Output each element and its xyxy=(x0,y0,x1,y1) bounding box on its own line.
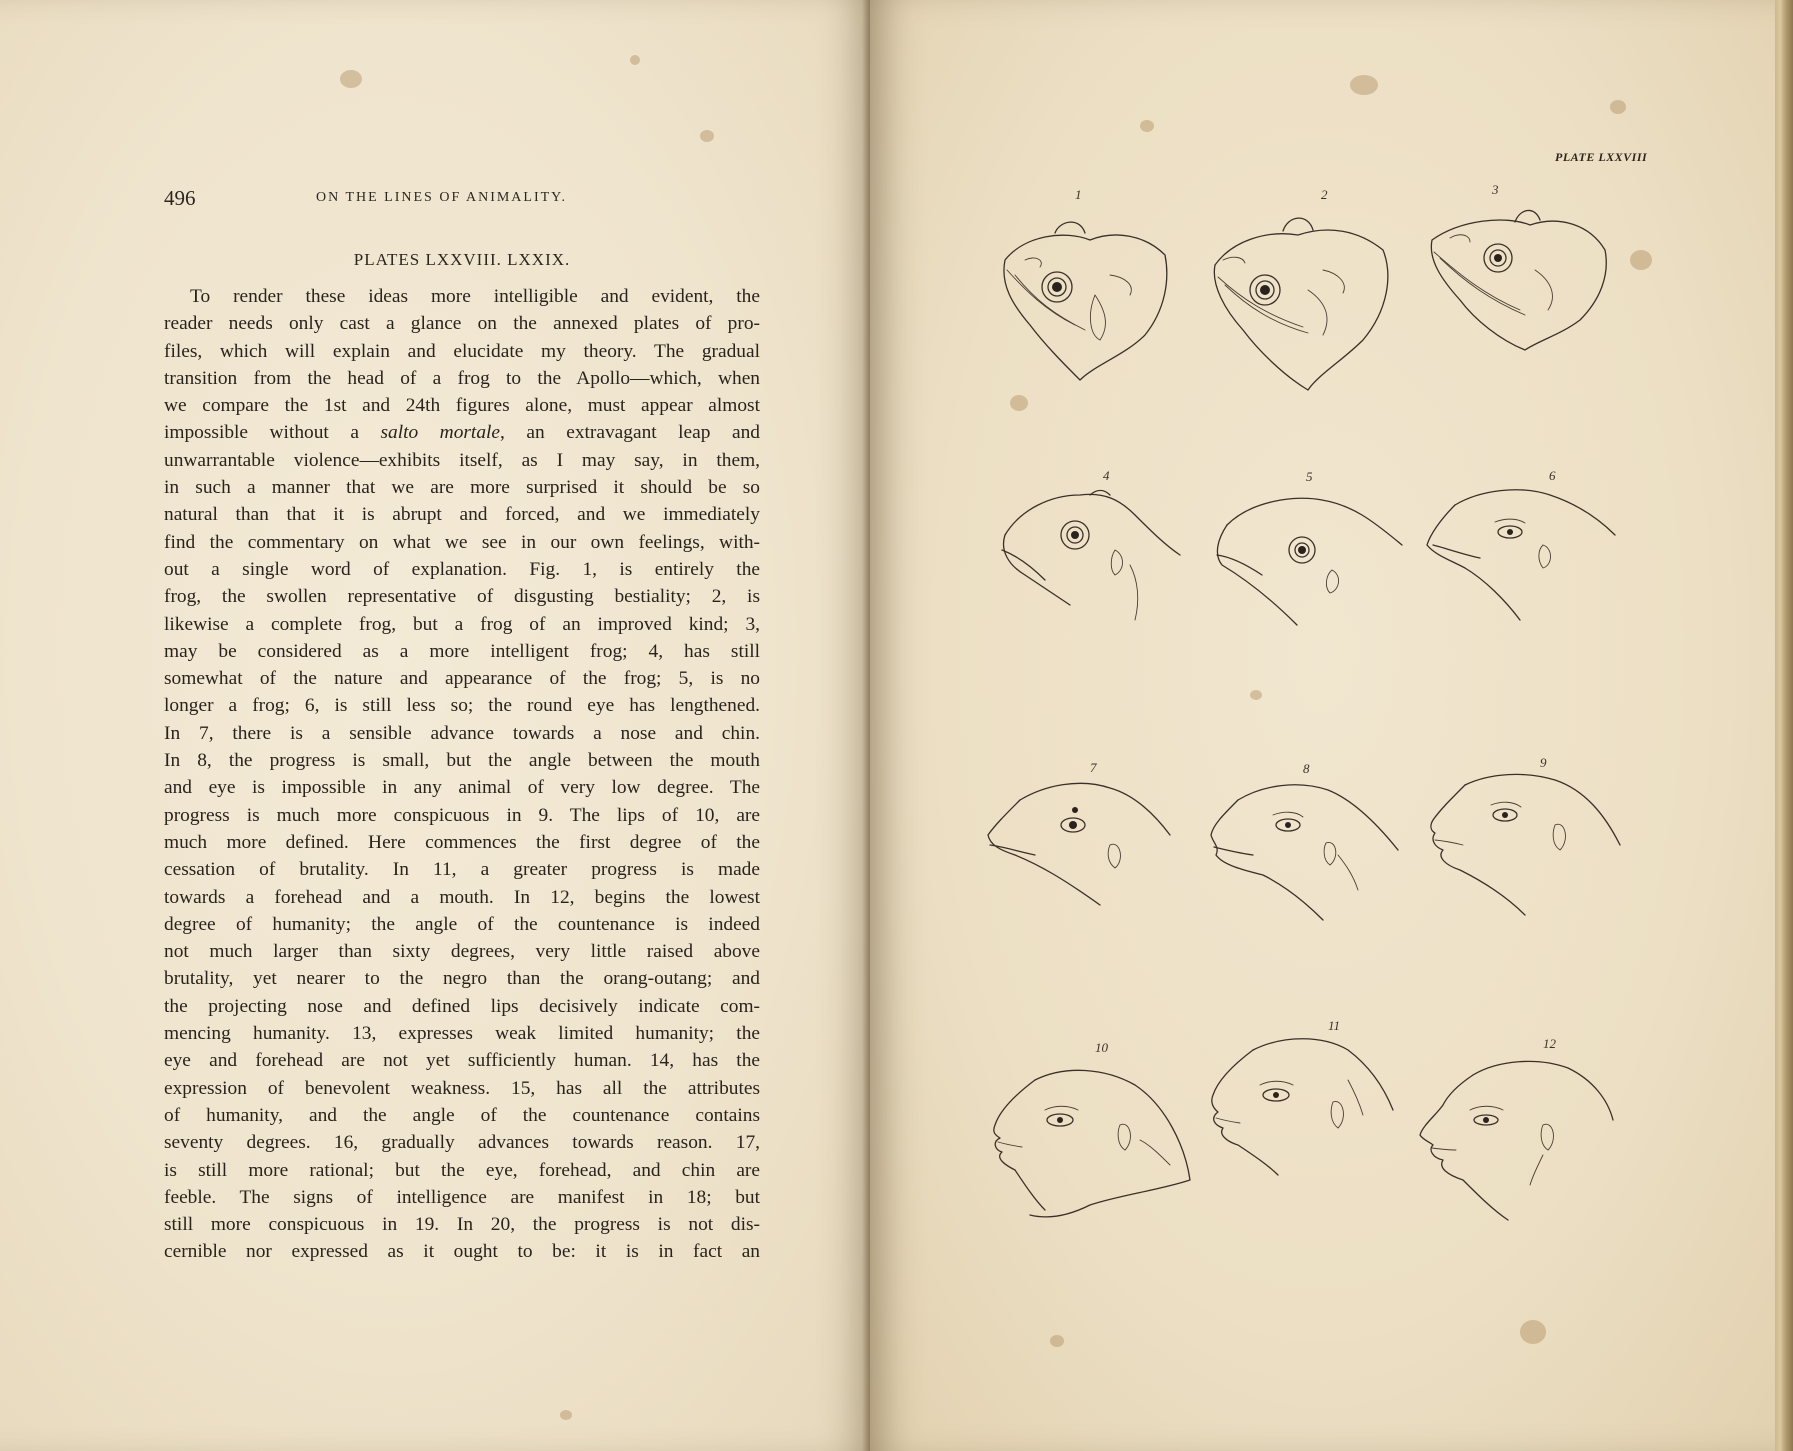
text-line: eye and forehead are not yet sufficiently human. 14, has the xyxy=(164,1050,760,1072)
text-line: progress is much more conspicuous in 9. The lips of 10, are xyxy=(164,804,760,826)
text-line: the projecting nose and defined lips decisively indicate com- xyxy=(164,995,760,1017)
profile-figure-3 xyxy=(1430,182,1630,410)
text-line: brutality, yet nearer to the negro than the orang-outang; and xyxy=(164,968,760,990)
figure-number-4: 4 xyxy=(1103,468,1110,483)
profile-figure-1 xyxy=(995,187,1195,415)
text-line: out a single word of explanation. Fig. 1, is entirely the xyxy=(164,558,760,580)
text-line: may be considered as a more intelligent frog; 4, has still xyxy=(164,640,760,662)
text-line: files, which will explain and elucidate my theory. The gradual xyxy=(164,340,760,362)
text-line: still more conspicuous in 19. In 20, the progress is not dis- xyxy=(164,1214,760,1236)
page-number: 496 xyxy=(164,186,196,210)
figure-number-3: 3 xyxy=(1492,182,1499,197)
profile-figure-8 xyxy=(1208,761,1408,985)
text-line: impossible without a salto mortale, an extravagant leap and xyxy=(164,422,760,444)
figure-number-11: 11 xyxy=(1328,1018,1341,1033)
figure-number-2: 2 xyxy=(1321,187,1328,202)
profile-figure-12 xyxy=(1418,1036,1618,1260)
text-line: in such a manner that we are more surprised it should be so xyxy=(164,477,760,499)
text-line: In 8, the progress is small, but the angle between the mouth xyxy=(164,750,760,772)
running-head xyxy=(164,186,764,212)
profile-figure-11 xyxy=(1208,1018,1408,1240)
text-line: To render these ideas more intelligible and evident, the xyxy=(190,286,760,307)
figure-number-5: 5 xyxy=(1306,469,1313,484)
text-line: is still more rational; but the eye, forehead, and chin are xyxy=(164,1159,760,1181)
figure-number-9: 9 xyxy=(1540,755,1547,770)
text-line: cernible nor expressed as it ought to be: it is in fact an xyxy=(164,1241,760,1263)
profile-figure-10 xyxy=(990,1040,1190,1270)
profile-figure-2 xyxy=(1213,187,1413,415)
text-line: likewise a complete frog, but a frog of an improved kind; 3, xyxy=(164,613,760,635)
text-line: somewhat of the nature and appearance of the frog; 5, is no xyxy=(164,668,760,690)
text-line: of humanity, and the angle of the countenance contains xyxy=(164,1104,760,1126)
text-line: find the commentary on what we see in our own feelings, with- xyxy=(164,531,760,553)
profile-figure-5 xyxy=(1212,469,1412,695)
left-page xyxy=(0,0,870,1451)
text-line: and eye is impossible in any animal of very low degree. The xyxy=(164,777,760,799)
page-edges xyxy=(1775,0,1793,1451)
figure-number-7: 7 xyxy=(1090,760,1097,775)
text-line: frog, the swollen representative of disgusting bestiality; 2, is xyxy=(164,586,760,608)
text-line: transition from the head of a frog to the Apollo—which, when xyxy=(164,367,760,389)
profile-figure-7 xyxy=(985,760,1185,980)
figure-number-8: 8 xyxy=(1303,761,1310,776)
text-line: not much larger than sixty degrees, very little raised above xyxy=(164,941,760,963)
body-text xyxy=(164,283,760,1266)
plate-label: PLATE LXXVIII xyxy=(1555,150,1648,164)
text-line: degree of humanity; the angle of the countenance is indeed xyxy=(164,913,760,935)
text-line: reader needs only cast a glance on the annexed plates of pro- xyxy=(164,313,760,335)
running-head-title: ON THE LINES OF ANIMALITY. xyxy=(316,190,567,205)
profile-figure-6 xyxy=(1425,468,1625,690)
text-line: expression of benevolent weakness. 15, has all the attributes xyxy=(164,1077,760,1099)
profile-figure-4 xyxy=(1000,468,1200,690)
figure-number-6: 6 xyxy=(1549,468,1556,483)
figure-number-1: 1 xyxy=(1075,187,1082,202)
text-line: longer a frog; 6, is still less so; the round eye has lengthened. xyxy=(164,695,760,717)
section-heading: PLATES LXXVIII. LXXIX. xyxy=(353,250,571,269)
text-line: towards a forehead and a mouth. In 12, begins the lowest xyxy=(164,886,760,908)
profile-figure-9 xyxy=(1425,755,1625,975)
text-line: much more defined. Here commences the first degree of the xyxy=(164,831,760,853)
text-line: seventy degrees. 16, gradually advances towards reason. 17, xyxy=(164,1132,760,1154)
text-line: In 7, there is a sensible advance towards a nose and chin. xyxy=(164,722,760,744)
text-line: feeble. The signs of intelligence are manifest in 18; but xyxy=(164,1186,760,1208)
figure-number-10: 10 xyxy=(1095,1040,1108,1055)
figure-number-12: 12 xyxy=(1543,1036,1556,1051)
text-line: natural than that it is abrupt and forced, and we immediately xyxy=(164,504,760,526)
text-line: mencing humanity. 13, expresses weak limited humanity; the xyxy=(164,1023,760,1045)
text-line: unwarrantable violence—exhibits itself, as I may say, in them, xyxy=(164,449,760,471)
text-line: cessation of brutality. In 11, a greater progress is made xyxy=(164,859,760,881)
text-line: we compare the 1st and 24th figures alone, must appear almost xyxy=(164,395,760,417)
